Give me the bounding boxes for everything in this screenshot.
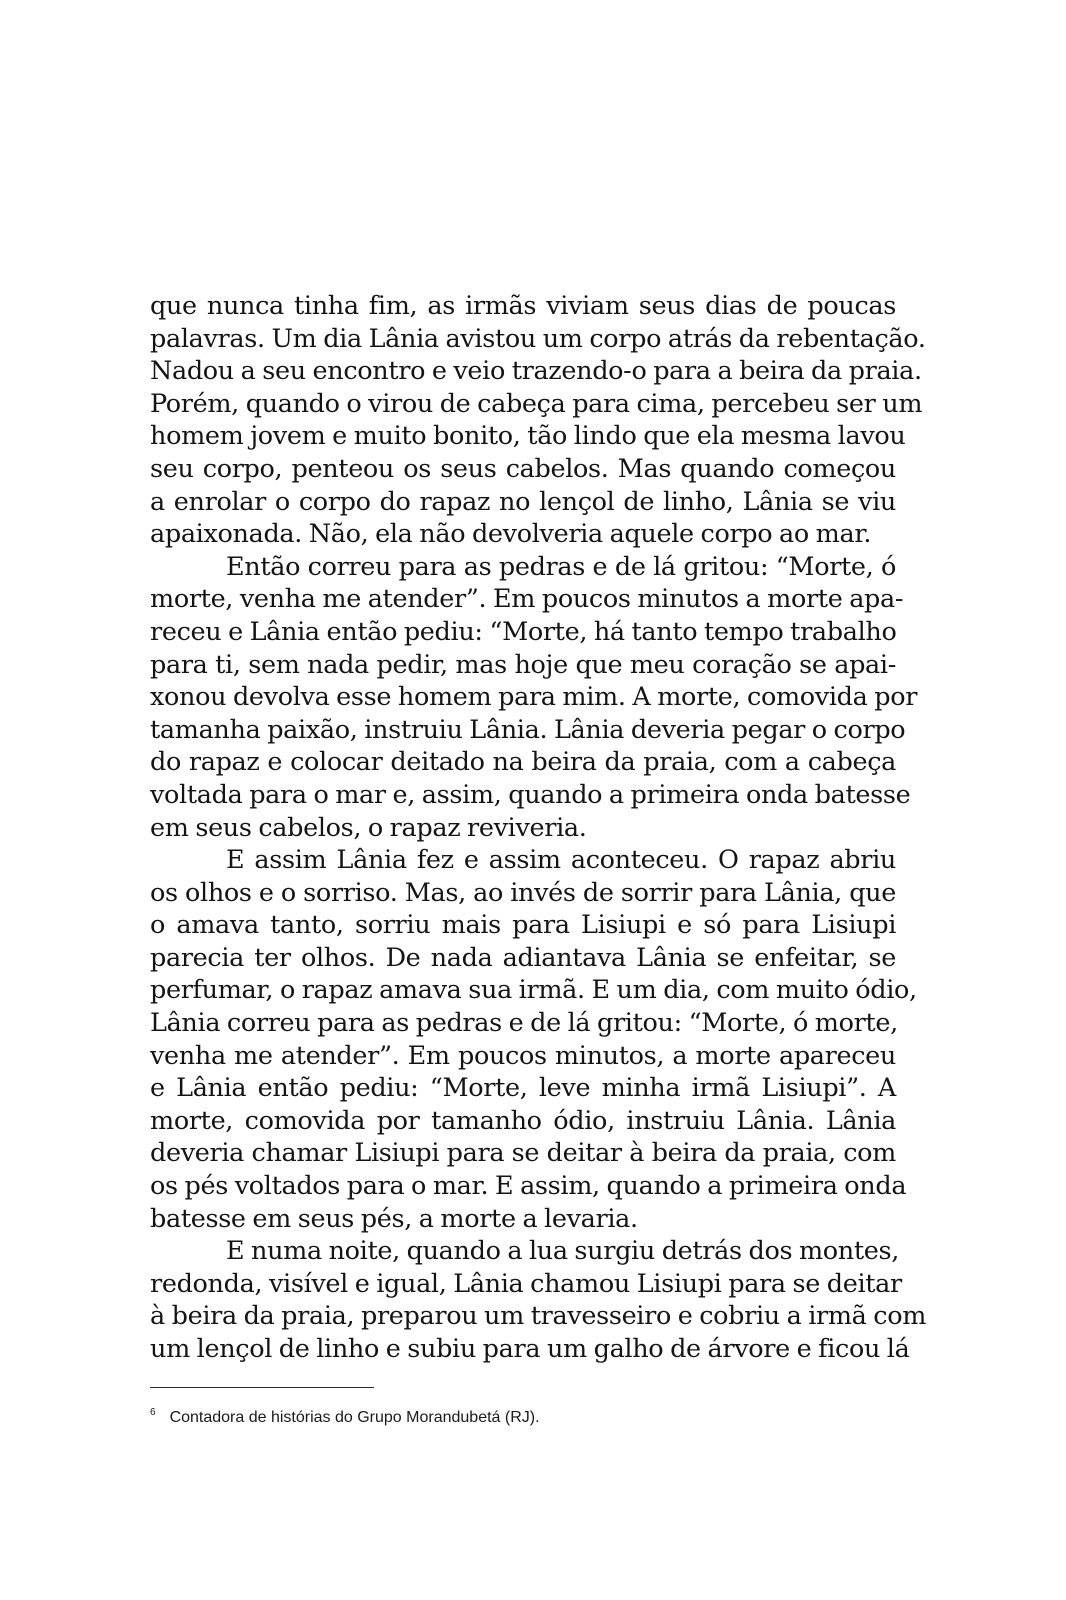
footnote-text: Contadora de histórias do Grupo Morandubetá (RJ). [169, 1409, 540, 1426]
text-line: morte, venha me atender”. Em poucos minutos a morte apa- [150, 584, 904, 615]
text-line: o amava tanto, sorriu mais para Lisiupi e só para Lisiupi [150, 910, 896, 941]
text-line: do rapaz e colocar deitado na beira da praia, com a cabeça [150, 747, 896, 778]
text-line: receu e Lânia então pediu: “Morte, há tanto tempo trabalho [150, 616, 897, 647]
text-line: deveria chamar Lisiupi para se deitar à beira da praia, com [150, 1138, 896, 1169]
footnote-separator [150, 1387, 374, 1388]
text-line: à beira da praia, preparou um travesseiro e cobriu a irmã com [150, 1301, 927, 1332]
text-line: xonou devolva esse homem para mim. A morte, comovida por [150, 682, 918, 713]
paragraph-first-line: Então correu para as pedras e de lá gritou: “Morte, ó [226, 551, 896, 582]
text-line: perfumar, o rapaz amava sua irmã. E um dia, com muito ódio, [150, 975, 917, 1006]
text-line: apaixonada. Não, ela não devolveria aquele corpo ao mar. [150, 519, 872, 550]
text-line: Porém, quando o virou de cabeça para cima, percebeu ser um [150, 388, 923, 419]
text-line: seu corpo, penteou os seus cabelos. Mas quando começou [150, 453, 896, 484]
body-text [150, 290, 927, 1366]
text-line: a enrolar o corpo do rapaz no lençol de linho, Lânia se viu [150, 486, 896, 517]
text-line: Lânia correu para as pedras e de lá gritou: “Morte, ó morte, [150, 1008, 898, 1039]
text-line: os olhos e o sorriso. Mas, ao invés de sorrir para Lânia, que [150, 877, 896, 908]
text-line: Nadou a seu encontro e veio trazendo-o para a beira da praia. [150, 356, 922, 387]
paragraph-first-line: E assim Lânia fez e assim aconteceu. O rapaz abriu [226, 845, 896, 876]
text-line: um lençol de linho e subiu para um galho de árvore e ficou lá [150, 1334, 910, 1364]
text-line: que nunca tinha fim, as irmãs viviam seus dias de poucas [150, 291, 896, 321]
text-line: batesse em seus pés, a morte a levaria. [150, 1203, 638, 1234]
paragraph-first-line: E numa noite, quando a lua surgiu detrás dos montes, [226, 1236, 899, 1267]
text-line: homem jovem e muito bonito, tão lindo que ela mesma lavou [150, 421, 906, 452]
text-line: tamanha paixão, instruiu Lânia. Lânia deveria pegar o corpo [150, 714, 906, 745]
text-line: para ti, sem nada pedir, mas hoje que meu coração se apai- [150, 649, 896, 680]
text-line: os pés voltados para o mar. E assim, quando a primeira onda [150, 1171, 907, 1202]
text-line: voltada para o mar e, assim, quando a primeira onda batesse [150, 779, 911, 810]
text-line: em seus cabelos, o rapaz reviveria. [150, 812, 587, 843]
text-line: morte, comovida por tamanho ódio, instruiu Lânia. Lânia [150, 1105, 896, 1136]
footnote-number: 6 [150, 1407, 156, 1418]
text-line: e Lânia então pediu: “Morte, leve minha irmã Lisiupi”. A [150, 1073, 896, 1104]
text-line: palavras. Um dia Lânia avistou um corpo atrás da rebentação. [150, 323, 926, 354]
text-line: parecia ter olhos. De nada adiantava Lânia se enfeitar, se [150, 942, 896, 973]
text-line: redonda, visível e igual, Lânia chamou Lisiupi para se deitar [150, 1268, 902, 1299]
footnote [150, 1403, 540, 1428]
text-line: venha me atender”. Em poucos minutos, a morte apareceu [150, 1040, 896, 1071]
